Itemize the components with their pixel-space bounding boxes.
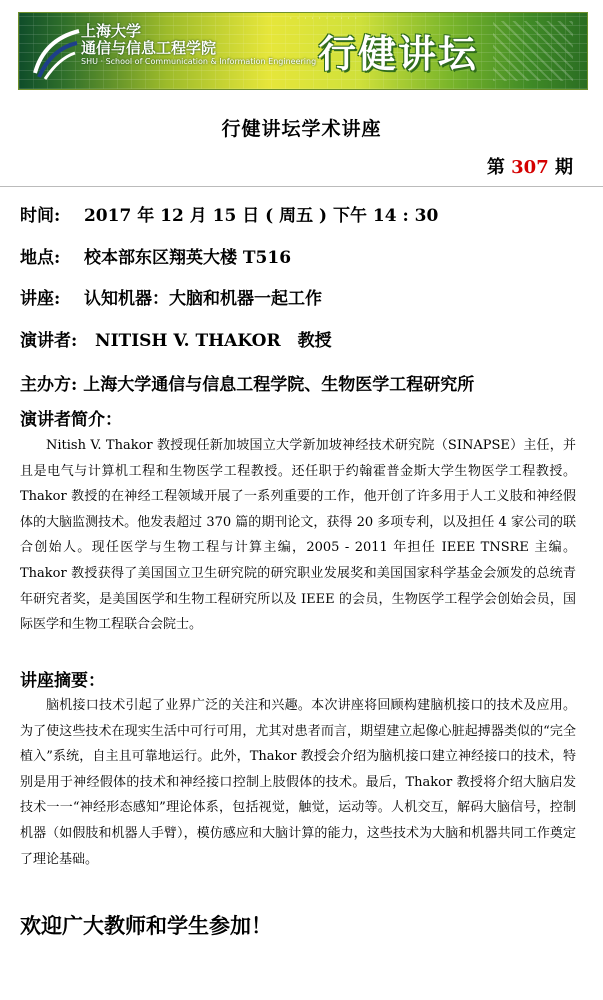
talk-row	[20, 284, 322, 309]
issue-suffix: 期	[548, 157, 573, 178]
welcome-message: 欢迎广大教师和学生参加！	[20, 913, 272, 938]
chip-decoration	[493, 21, 573, 81]
page-title: 行健讲坛学术讲座	[221, 118, 382, 140]
talk-value: 认知机器：大脑和机器一起工作	[83, 289, 322, 309]
university-line1: 上海大学	[81, 22, 142, 40]
host-value: 上海大学通信与信息工程学院、生物医学工程研究所	[83, 375, 475, 395]
speaker-label: 演讲者:	[20, 331, 78, 351]
forum-brand: 行健讲坛	[317, 31, 478, 76]
abstract-paragraph: 脑机接口技术引起了业界广泛的关注和兴趣。本次讲座将回顾构建脑机接口的技术及应用。为了使这些技术在现实生活中可行可用，尤其对患者而言，期望建立起像心脏起搏器类似的“完全植入”系统，自主且可靠地运行。此外，Thakor 教授会介绍为脑机接口建立神经接口的技术，特别是用于神经假体的技术和神经接口控制上肢假体的技术。最后，Thakor 教授将介绍大脑启发技术一一“神经形态感知”理论体系，包括视觉，触觉，运动等。人机交互，解码大脑信号，控制机器（如假肢和机器人手臂），模仿感应和大脑计算的能力，这些技术为大脑和机器共同工作奠定了理论基础。	[20, 698, 576, 867]
header-banner	[18, 12, 588, 90]
banner-decor-text: · · · · · · · · · ·	[289, 15, 358, 22]
issue-number	[487, 153, 573, 179]
place-row	[20, 243, 291, 268]
issue-prefix: 第	[486, 157, 512, 178]
divider	[0, 186, 603, 187]
university-line2: 通信与信息工程学院	[81, 39, 217, 57]
speaker-row	[20, 326, 332, 351]
bio-paragraph: Nitish V. Thakor 教授现任新加坡国立大学新加坡神经技术研究院（SINAPSE）主任，并且是电气与计算机工程和生物医学工程教授。还任职于约翰霍普金斯大学生物医学工程教授。Thakor 教授的在神经工程领域开展了一系列重要的工作，他开创了许多用于人工义肢和神经假体的大脑监测技术。他发表超过 370 篇的期刊论文，获得 20 多项专利，以及担任 4 家公司的联合创始人。现任医学与生物工程与计算主编，2005 - 2011 年担任 IEEE TNSRE 主编。Thakor 教授获得了美国国立卫生研究院的研究职业发展奖和美国国家科学基金会颁发的总统青年研究者奖，是美国医学和生物工程研究所以及 IEEE 的会员，生物医学工程学会创始会员，国际医学和生物工程联合会院士。	[20, 438, 576, 633]
host-row	[20, 370, 474, 395]
shu-logo-icon	[29, 23, 89, 81]
issue-value: 307	[511, 157, 549, 178]
abstract-heading: 讲座摘要：	[20, 671, 105, 691]
university-name	[81, 23, 316, 67]
place-value: 校本部东区翔英大楼 T516	[83, 248, 292, 268]
time-label: 时间:	[20, 206, 61, 226]
speaker-value: NITISH V. THAKOR 教授	[95, 331, 332, 351]
time-value: 2017 年 12 月 15 日 ( 周五 ) 下午 14 : 30	[83, 206, 439, 226]
time-row	[20, 201, 438, 226]
bio-heading: 演讲者简介：	[20, 410, 122, 430]
university-english-name: SHU · School of Communication & Information Engineering	[81, 57, 317, 66]
talk-label: 讲座:	[20, 289, 61, 309]
host-label: 主办方:	[20, 375, 78, 395]
place-label: 地点:	[20, 248, 61, 268]
